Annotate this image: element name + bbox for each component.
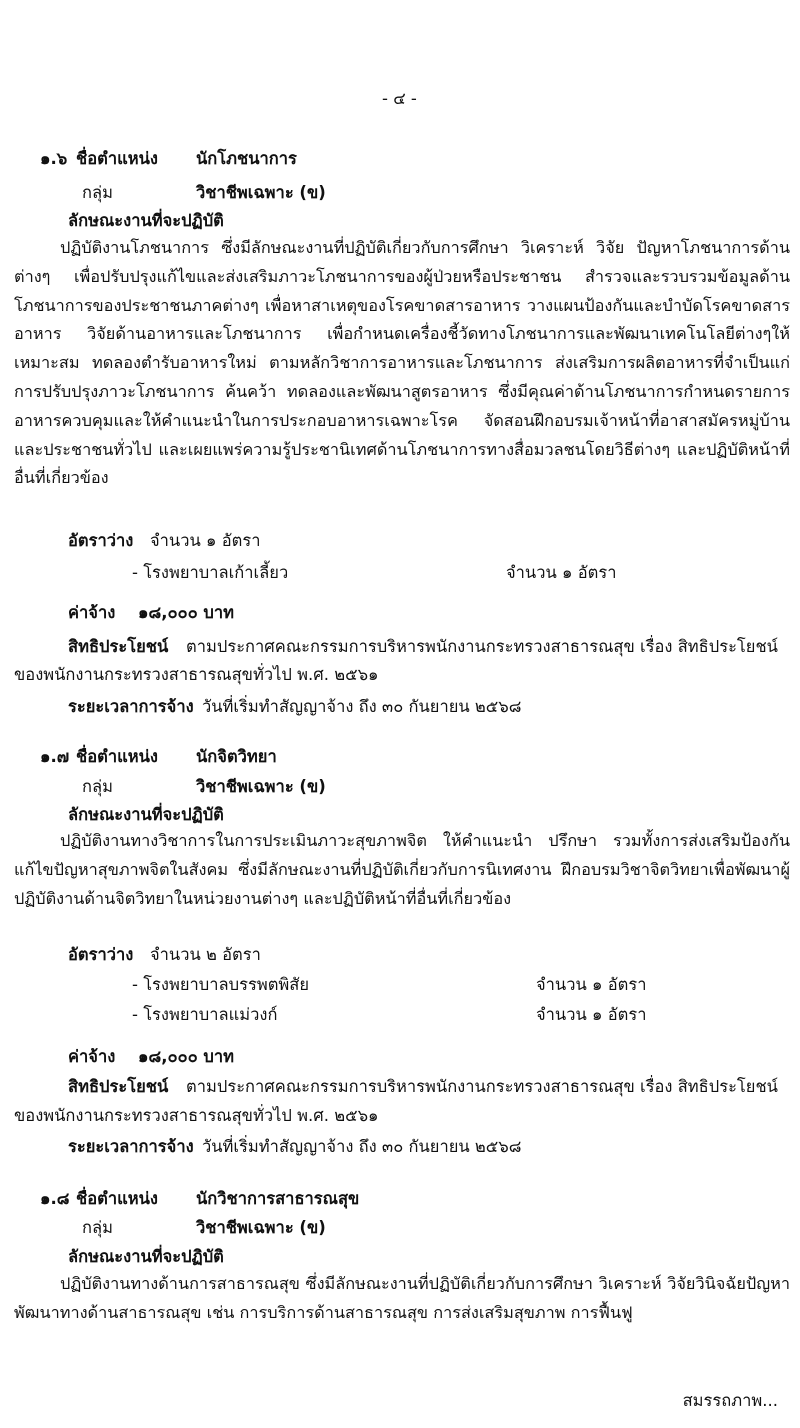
wage-label: ค่าจ้าง [68,1047,116,1066]
group-label: กลุ่ม [82,777,113,796]
group-value: วิชาชีพเฉพาะ (ข) [196,777,326,796]
vacancy-label: อัตราว่าง [68,531,134,550]
group-label: กลุ่ม [82,183,113,202]
wage-value: ๑๘,๐๐๐ บาท [138,603,235,622]
position-label: ชื่อตำแหน่ง [76,1189,158,1208]
wage-label: ค่าจ้าง [68,603,116,622]
benefit-text-cont: ของพนักงานกระทรวงสาธารณสุขทั่วไป พ.ศ. ๒๕๖๑ [14,1106,379,1125]
duties-heading: ลักษณะงานที่จะปฏิบัติ [68,211,224,230]
group-label: กลุ่ม [82,1218,113,1237]
duties-paragraph [14,827,790,913]
section-number: ๑.๖ [40,149,68,168]
position-title: นักโภชนาการ [196,149,297,168]
period-label: ระยะเวลาการจ้าง [68,1137,194,1156]
position-label: ชื่อตำแหน่ง [76,149,158,168]
vacancy-value: จำนวน ๒ อัตรา [150,945,261,964]
unit-name: - โรงพยาบาลแม่วงก์ [132,1005,278,1024]
unit-count: จำนวน ๑ อัตรา [506,563,617,582]
benefit-text: ตามประกาศคณะกรรมการบริหารพนักงานกระทรวงสาธารณสุข เรื่อง สิทธิประโยชน์ [186,637,778,656]
benefit-label: สิทธิประโยชน์ [68,637,169,656]
unit-name: - โรงพยาบาลบรรพตพิสัย [132,975,310,994]
duties-heading: ลักษณะงานที่จะปฏิบัติ [68,805,224,824]
benefit-text-cont: ของพนักงานกระทรวงสาธารณสุขทั่วไป พ.ศ. ๒๕๖๑ [14,665,379,684]
position-title: นักวิชาการสาธารณสุข [196,1189,360,1208]
duties-heading: ลักษณะงานที่จะปฏิบัติ [68,1247,224,1266]
wage-value: ๑๘,๐๐๐ บาท [138,1047,235,1066]
period-label: ระยะเวลาการจ้าง [68,697,194,716]
period-value: วันที่เริ่มทำสัญญาจ้าง ถึง ๓๐ กันยายน ๒๕๖๘ [202,1137,522,1156]
period-value: วันที่เริ่มทำสัญญาจ้าง ถึง ๓๐ กันยายน ๒๕๖๘ [202,697,522,716]
unit-count: จำนวน ๑ อัตรา [536,975,647,994]
duties-text: ปฏิบัติงานทางด้านการสาธารณสุข ซึ่งมีลักษณะงานที่ปฏิบัติเกี่ยวกับการศึกษา วิเคราะห์ วิจัยวินิจฉัยปัญหาพัฒนาทางด้านสาธารณสุข เช่น การบริการด้านสาธารณสุข การส่งเสริมสุขภาพ การฟื้นฟู [14,1274,790,1322]
unit-count: จำนวน ๑ อัตรา [536,1005,647,1024]
benefit-text: ตามประกาศคณะกรรมการบริหารพนักงานกระทรวงสาธารณสุข เรื่อง สิทธิประโยชน์ [186,1077,778,1096]
group-value: วิชาชีพเฉพาะ (ข) [196,183,326,202]
section-number: ๑.๗ [40,747,70,766]
unit-name: - โรงพยาบาลเก้าเลี้ยว [132,563,289,582]
duties-paragraph [14,1270,790,1328]
duties-text: ปฏิบัติงานทางวิชาการในการประเมินภาวะสุขภาพจิต ให้คำแนะนำ ปรึกษา รวมทั้งการส่งเสริมป้องกัน แก้ไขปัญหาสุขภาพจิตในสังคม ซึ่งมีลักษณะงานที่ปฏิบัติเกี่ยวกับการนิเทศงาน ฝึกอบรมวิชาจิตวิทยาเพื่อพัฒนาผู้ปฏิบัติงานด้านจิตวิทยาในหน่วยงานต่างๆ และปฏิบัติหน้าที่อื่นที่เกี่ยวข้อง [14,831,790,908]
section-number: ๑.๘ [40,1189,70,1208]
position-title: นักจิตวิทยา [196,747,277,766]
duties-text: ปฏิบัติงานโภชนาการ ซึ่งมีลักษณะงานที่ปฏิบัติเกี่ยวกับการศึกษา วิเคราะห์ วิจัย ปัญหาโภชนาการด้านต่างๆ เพื่อปรับปรุงแก้ไขและส่งเสริมภาวะโภชนาการของผู้ป่วยหรือประชาชน สำรวจและรวบรวมข้อมูลด้านโภชนาการของประชาชนภาคต่างๆ เพื่อหาสาเหตุของโรคขาดสารอาหาร วางแผนป้องกันและบำบัดโรคขาดสารอาหาร วิจัยด้านอาหารและโภชนาการ เพื่อกำหนดเครื่องชี้วัดทางโภชนาการและพัฒนาเทคโนโลยีต่างๆให้เหมาะสม ทดลองตำรับอาหารใหม่ ตามหลักวิชาการอาหารและโภชนาการ ส่งเสริมการผลิตอาหารที่จำเป็นแก่การปรับปรุงภาวะโภชนาการ ค้นคว้า ทดลองและพัฒนาสูตรอาหาร ซึ่งมีคุณค่าด้านโภชนาการกำหนดรายการอาหารควบคุมและให้คำแนะนำในการประกอบอาหารเฉพาะโรค จัดสอนฝึกอบรมเจ้าหน้าที่อาสาสมัครหมู่บ้านและประชาชนทั่วไป และเผยแพร่ความรู้ประชานิเทศด้านโภชนาการทางสื่อมวลชนโดยวิธีต่างๆ และปฏิบัติหน้าที่อื่นที่เกี่ยวข้อง [14,238,790,488]
continuation-text: สมรรถภาพ... [682,1391,778,1410]
position-label: ชื่อตำแหน่ง [76,747,158,766]
duties-paragraph [14,234,790,493]
vacancy-label: อัตราว่าง [68,945,134,964]
page-number: - ๔ - [382,89,417,108]
group-value: วิชาชีพเฉพาะ (ข) [196,1218,326,1237]
vacancy-value: จำนวน ๑ อัตรา [150,531,261,550]
benefit-label: สิทธิประโยชน์ [68,1077,169,1096]
